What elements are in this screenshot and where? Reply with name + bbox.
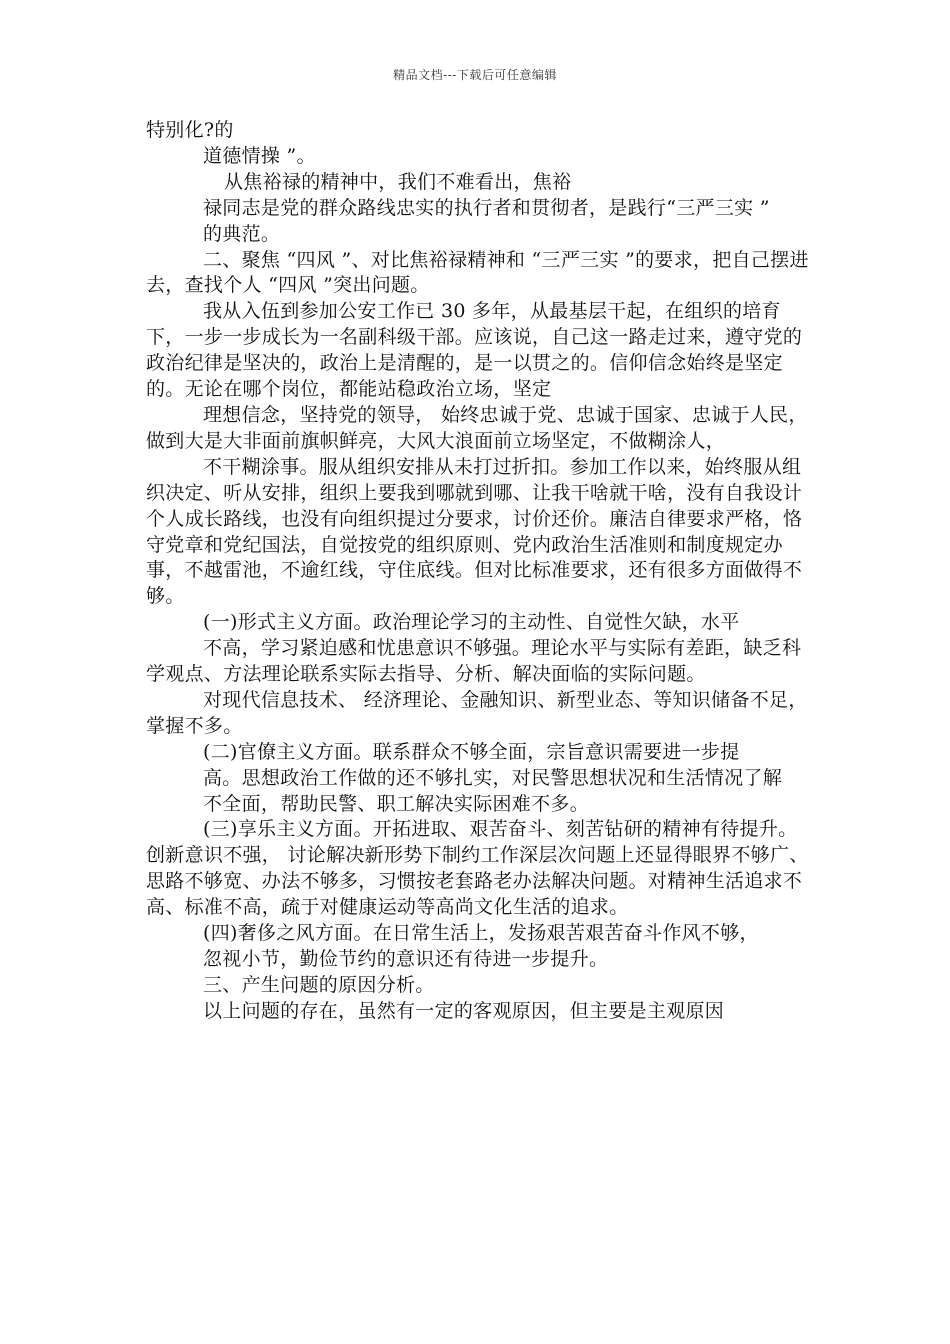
paragraph: (二)官僚主义方面。联系群众不够全面，宗旨意识需要进一步提 — [203, 740, 740, 763]
paragraph: 三、产生问题的原因分析。 — [203, 973, 435, 996]
paragraph: 对现代信息技术、 经济理论、金融知识、新型业态、等知识储备不足，掌握不多。 — [146, 688, 808, 737]
paragraph: (四)奢侈之风方面。在日常生活上，发扬艰苦艰苦奋斗作风不够， — [203, 922, 759, 945]
paragraph: 不干糊涂事。服从组织安排从未打过折扣。参加工作以来，始终服从组织决定、听从安排，组织上要我到哪就到哪、让我干啥就干啥，没有自我设计个人成长路线，也没有向组织提过分要求，讨价还价。廉洁自律要求严格，恪守党章和党纪国法，自觉按党的组织原则、党内政治生活准则和制度规定办事，不越雷池，不逾红线，守住底线。但对比标准要求，还有很多方面做得不够。 — [146, 455, 803, 608]
paragraph: (三)享乐主义方面。开拓进取、艰苦奋斗、刻苦钻研的精神有待提升。创新意识不强， 讨论解决新形势下制约工作深层次问题上还显得眼界不够广、思路不够宽、办法不够多，习惯按老套路老办法解决问题。对精神生活追求不高、标准不高，疏于对健康运动等高尚文化生活的追求。 — [146, 818, 809, 919]
paragraph: 道德情操 ”。 — [203, 144, 316, 167]
paragraph: 我从入伍到参加公安工作已 30 多年，从最基层干起，在组织的培育下，一步一步成长为一名副科级干部。应该说，自己这一路走过来，遵守党的政治纪律是坚决的，政治上是清醒的，是一以贯之的。信仰信念始终是坚定的。无论在哪个岗位，都能站稳政治立场，坚定 — [146, 300, 803, 401]
paragraph: 特别化?的 — [146, 119, 234, 141]
paragraph: 的典范。 — [203, 222, 281, 245]
paragraph: 不高，学习紧迫感和忧患意识不够强。理论水平与实际有差距，缺乏科学观点、方法理论联系实际去指导、分析、解决面临的实际问题。 — [146, 637, 802, 686]
paragraph: (一)形式主义方面。政治理论学习的主动性、自觉性欠缺，水平 — [203, 611, 740, 634]
paragraph: 忽视小节，勤俭节约的意识还有待进一步提升。 — [203, 948, 609, 970]
paragraph: 禄同志是党的群众路线忠实的执行者和贯彻者，是践行“三严三实 ” — [203, 196, 770, 219]
paragraph: 理想信念，坚持党的领导， 始终忠诚于党、忠诚于国家、忠诚于人民，做到大是大非面前旗帜鲜亮，大风大浪面前立场坚定，不做糊涂人， — [146, 403, 808, 452]
paragraph: 从焦裕禄的精神中，我们不难看出，焦裕 — [224, 170, 572, 193]
paragraph: 以上问题的存在，虽然有一定的客观原因，但主要是主观原因 — [203, 999, 725, 1022]
paragraph: 二、聚焦 “四风 ”、对比焦裕禄精神和 “三严三实 ”的要求，把自己摆进去，查找个人 “四风 ”突出问题。 — [146, 248, 809, 297]
document-body — [146, 118, 812, 1025]
paragraph: 高。思想政治工作做的还不够扎实，对民警思想状况和生活情况了解 — [203, 766, 783, 789]
page-header: 精品文档---下载后可任意编辑 — [393, 68, 557, 82]
paragraph: 不全面，帮助民警、职工解决实际困难不多。 — [203, 792, 590, 815]
